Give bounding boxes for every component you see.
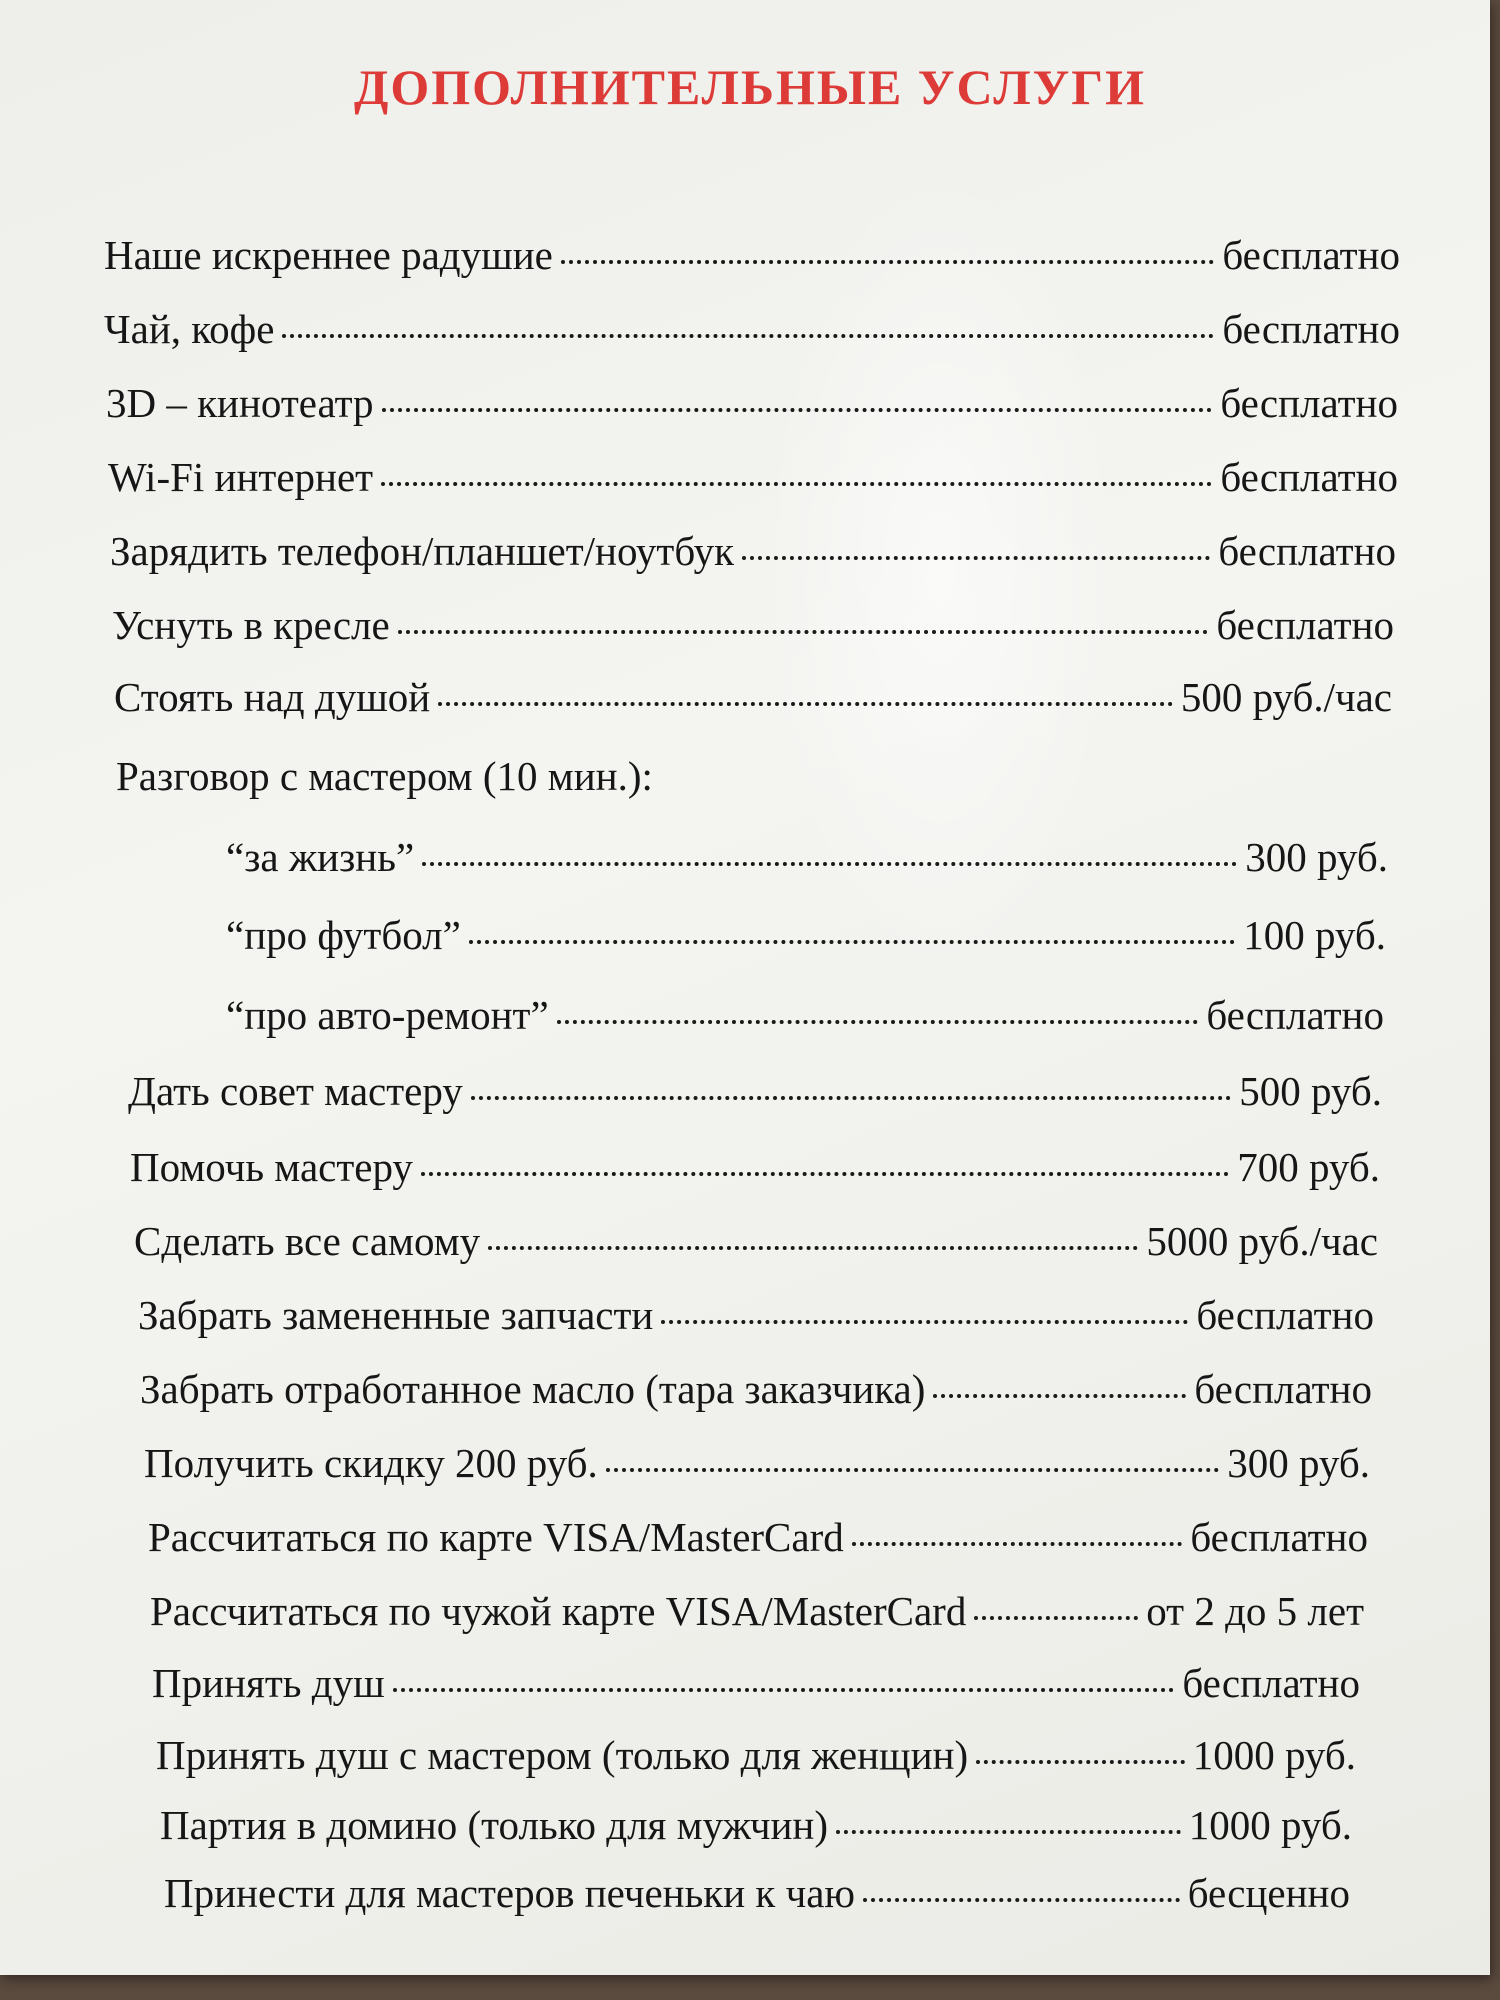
service-row [104, 228, 1400, 279]
service-row [138, 1288, 1374, 1339]
service-label: Стоять над душой [114, 674, 431, 720]
dot-leader [933, 1362, 1186, 1403]
service-row [144, 1436, 1370, 1487]
master-talk-heading: Разговор с мастером (10 мин.): [116, 753, 653, 799]
service-price: бесплатно [1194, 1366, 1372, 1412]
dot-leader [974, 1584, 1138, 1625]
service-price: бесплатно [1216, 602, 1394, 648]
service-price: 300 руб. [1227, 1440, 1370, 1486]
master-talk-row [226, 830, 1388, 881]
service-row [108, 450, 1398, 501]
service-label: Сделать все самому [134, 1218, 481, 1264]
dot-leader [852, 1510, 1183, 1551]
dot-leader [421, 1140, 1229, 1181]
service-row [148, 1510, 1368, 1561]
service-row [156, 1728, 1356, 1779]
service-price: 700 руб. [1237, 1144, 1380, 1190]
dot-leader [438, 670, 1173, 711]
dot-leader [557, 988, 1199, 1029]
page-title: ДОПОЛНИТЕЛЬНЫЕ УСЛУГИ [353, 59, 1147, 115]
dot-leader [398, 598, 1209, 639]
dot-leader [382, 376, 1213, 417]
service-row [112, 598, 1394, 649]
service-price: бесплатно [1206, 992, 1384, 1038]
dot-leader [471, 1064, 1231, 1105]
service-label: Wi-Fi интернет [108, 454, 374, 500]
dot-leader [661, 1288, 1188, 1329]
service-label: Дать совет мастеру [128, 1068, 463, 1114]
service-label: Зарядить телефон/планшет/ноутбук [110, 528, 735, 574]
dot-leader [282, 302, 1214, 343]
service-price: от 2 до 5 лет [1146, 1588, 1364, 1634]
service-label: “про футбол” [226, 912, 461, 958]
dot-leader [606, 1436, 1219, 1477]
service-label: Партия в домино (только для мужчин) [160, 1802, 829, 1848]
service-price: 1000 руб. [1192, 1732, 1356, 1778]
service-row [110, 524, 1396, 575]
service-label: Принять душ [152, 1660, 385, 1706]
service-price: бесценно [1187, 1870, 1350, 1916]
service-row [150, 1584, 1364, 1635]
service-label: “за жизнь” [226, 834, 415, 880]
service-row [134, 1214, 1378, 1265]
service-price: 100 руб. [1243, 912, 1386, 958]
dot-leader [393, 1656, 1175, 1697]
master-talk-row [226, 908, 1386, 959]
service-price: бесплатно [1220, 380, 1398, 426]
dot-leader [742, 524, 1210, 565]
dot-leader [469, 908, 1235, 949]
service-row [128, 1064, 1382, 1115]
dot-leader [863, 1866, 1180, 1907]
service-label: Чай, кофе [104, 306, 275, 352]
master-talk-row [226, 988, 1384, 1039]
service-price: 1000 руб. [1188, 1802, 1352, 1848]
dot-leader [836, 1798, 1181, 1839]
service-price: бесплатно [1222, 306, 1400, 352]
service-price: бесплатно [1218, 528, 1396, 574]
service-price: бесплатно [1220, 454, 1398, 500]
service-row [104, 302, 1400, 353]
service-price: 5000 руб./час [1146, 1218, 1378, 1264]
service-row [140, 1362, 1372, 1413]
service-label: Уснуть в кресле [112, 602, 390, 648]
service-label: “про авто-ремонт” [226, 992, 549, 1038]
service-price: бесплатно [1190, 1514, 1368, 1560]
dot-leader [976, 1728, 1185, 1769]
service-label: Принести для мастеров печеньки к чаю [164, 1870, 856, 1916]
service-price: 300 руб. [1245, 834, 1388, 880]
service-label: Наше искреннее радушие [104, 232, 553, 278]
service-row [152, 1656, 1360, 1707]
service-row [114, 670, 1392, 721]
service-label: Получить скидку 200 руб. [144, 1440, 598, 1486]
service-price: бесплатно [1182, 1660, 1360, 1706]
service-price: 500 руб. [1239, 1068, 1382, 1114]
service-label: Рассчитаться по карте VISA/MasterCard [148, 1514, 844, 1560]
service-label: Рассчитаться по чужой карте VISA/MasterCard [150, 1588, 967, 1634]
service-row [164, 1866, 1350, 1917]
service-row [130, 1140, 1380, 1191]
dot-leader [381, 450, 1212, 491]
dot-leader [561, 228, 1214, 269]
dot-leader [488, 1214, 1138, 1255]
service-price: 500 руб./час [1180, 674, 1392, 720]
service-row [160, 1798, 1352, 1849]
service-label: Забрать замененные запчасти [138, 1292, 654, 1338]
service-label: Забрать отработанное масло (тара заказчика) [140, 1366, 926, 1412]
dot-leader [422, 830, 1237, 871]
service-label: 3D – кинотеатр [106, 380, 374, 426]
service-price: бесплатно [1222, 232, 1400, 278]
service-label: Помочь мастеру [130, 1144, 413, 1190]
service-price: бесплатно [1196, 1292, 1374, 1338]
service-label: Принять душ с мастером (только для женщин) [156, 1732, 969, 1778]
service-row [106, 376, 1398, 427]
